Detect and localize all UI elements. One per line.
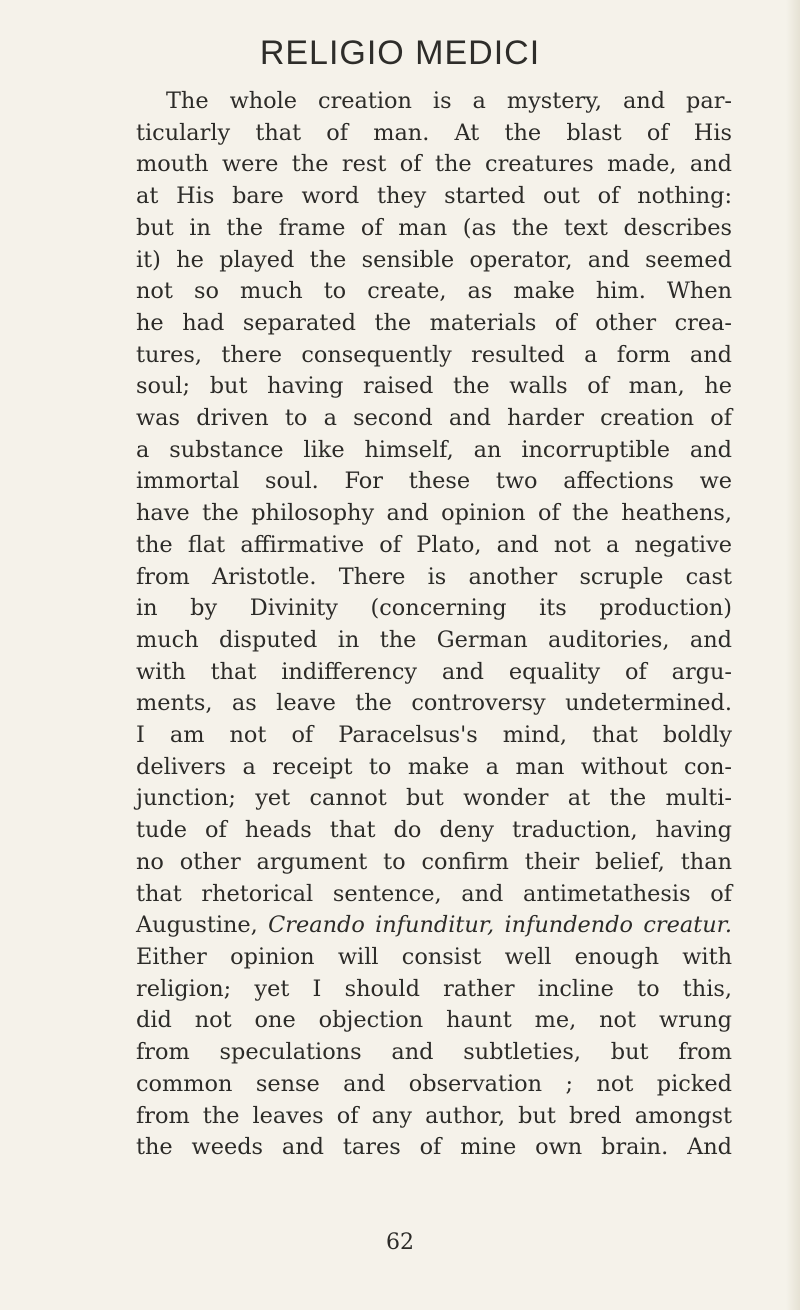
body-text (136, 86, 732, 1164)
text-line: no other argument to confirm their belief, than (136, 848, 732, 875)
text-line: a substance like himself, an incorruptible and (136, 436, 732, 463)
text-line-augustine (136, 910, 732, 942)
text-line: the weeds and tares of mine own brain. And (136, 1134, 732, 1161)
text-line: was driven to a second and harder creation of (136, 405, 732, 432)
text-line: Either opinion will consist well enough with (136, 943, 732, 970)
text-line: from Aristotle. There is another scruple cast (136, 563, 732, 590)
text-line: but in the frame of man (as the text describes (136, 214, 732, 241)
text-line: not so much to create, as make him. When (136, 278, 732, 305)
text-line: ticularly that of man. At the blast of His (136, 119, 732, 146)
running-head: RELIGIO MEDICI (259, 34, 541, 72)
latin-quote-part-2: infundendo creatur. (504, 912, 732, 939)
text-line: much disputed in the German auditories, and (136, 626, 732, 653)
text-line: did not one objection haunt me, not wrung (136, 1007, 732, 1034)
text-line: he had separated the materials of other crea- (136, 309, 732, 336)
text-line: The whole creation is a mystery, and par- (166, 88, 732, 114)
text-line: from speculations and subtleties, but from (136, 1039, 732, 1066)
text-line: ments, as leave the controversy undetermined. (136, 690, 732, 717)
text-line: the flat affirmative of Plato, and not a negative (136, 531, 732, 558)
text-line: from the leaves of any author, but bred amongst (136, 1102, 732, 1129)
text-line: soul; but having raised the walls of man, he (136, 373, 732, 400)
latin-quote-part-1: Creando infunditur, (268, 912, 495, 939)
text-line: at His bare word they started out of nothing: (136, 183, 732, 210)
text-line: immortal soul. For these two affections we (136, 468, 732, 495)
text-line: common sense and observation ; not picked (136, 1070, 732, 1097)
text-line: I am not of Paracelsus's mind, that boldly (136, 722, 732, 749)
text-line: tude of heads that do deny traduction, having (136, 817, 732, 844)
text-line: mouth were the rest of the creatures made, and (136, 151, 732, 178)
text-line: with that indifferency and equality of argu- (136, 658, 732, 685)
text-line: religion; yet I should rather incline to this, (136, 975, 732, 1002)
text-line: in by Divinity (concerning its production) (136, 595, 732, 622)
augustine-name: Augustine, (136, 912, 258, 939)
text-line: tures, there consequently resulted a form and (136, 341, 732, 368)
text-line: it) he played the sensible operator, and seemed (136, 246, 732, 273)
text-line: that rhetorical sentence, and antimetathesis of (136, 880, 732, 907)
text-line: junction; yet cannot but wonder at the multi- (136, 785, 732, 812)
page-number: 62 (386, 1230, 414, 1255)
page-edge-shadow (786, 0, 800, 1310)
text-line: delivers a receipt to make a man without con- (136, 753, 732, 780)
text-line: have the philosophy and opinion of the heathens, (136, 500, 732, 527)
